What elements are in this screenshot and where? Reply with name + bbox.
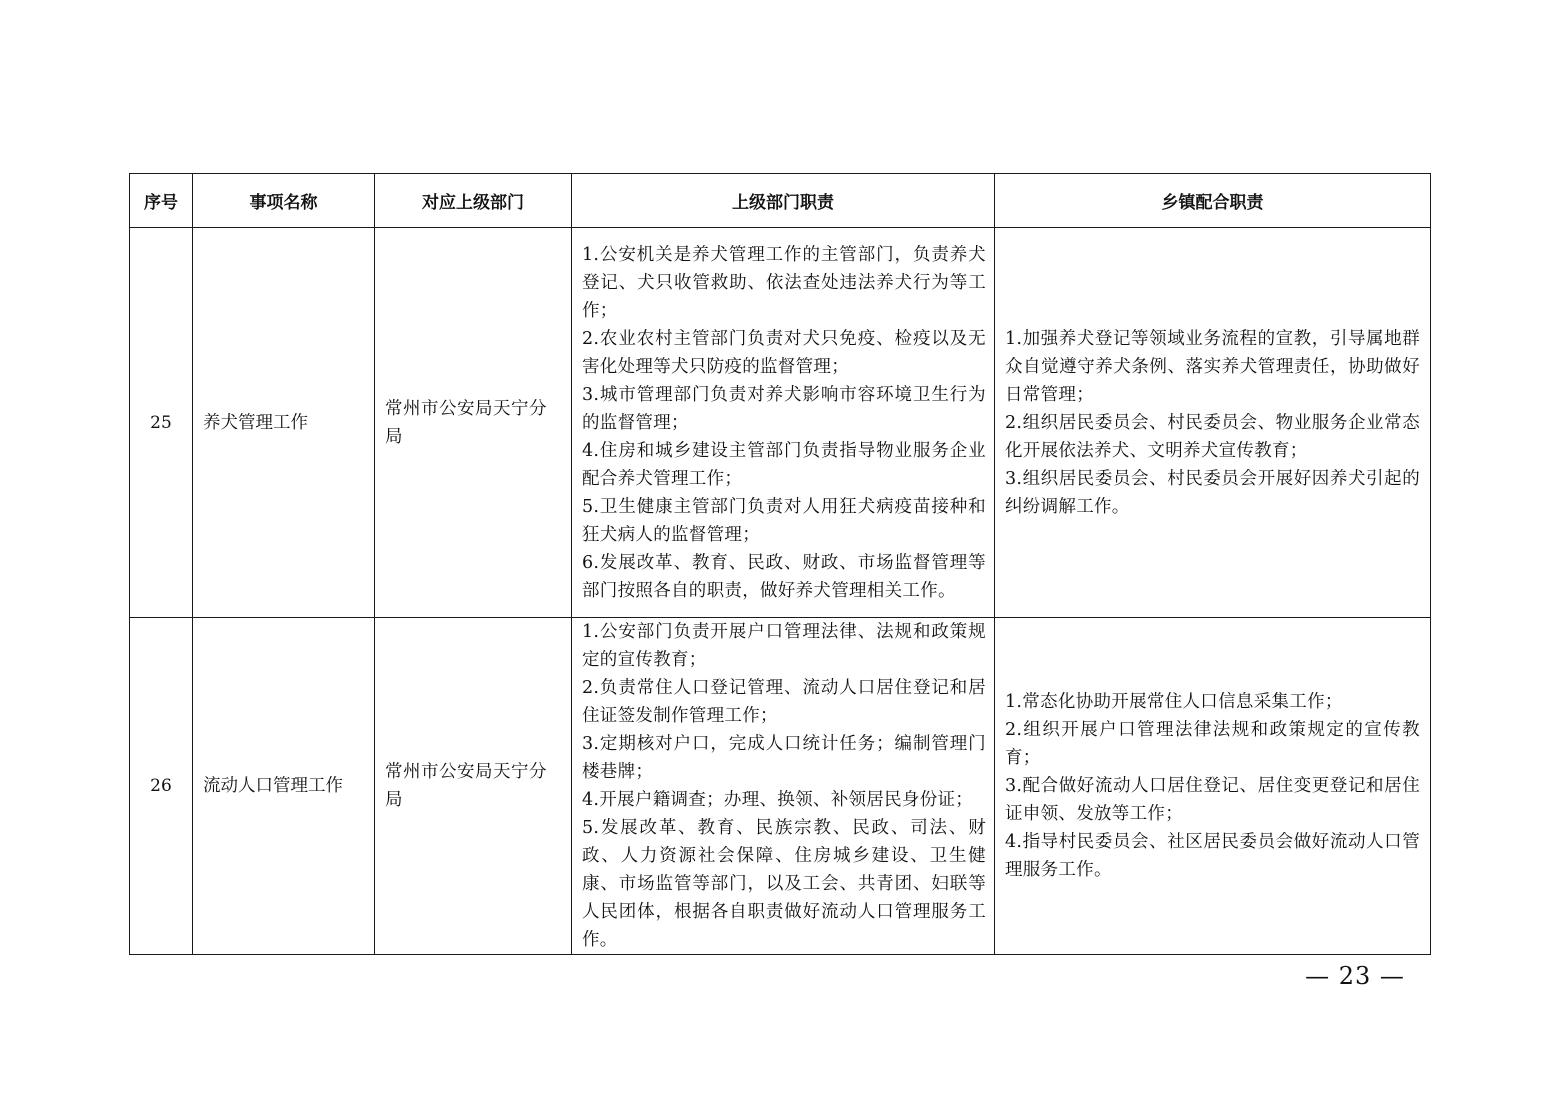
town-duty-item: 4.指导村民委员会、社区居民委员会做好流动人口管理服务工作。 — [1005, 832, 1420, 880]
row-index: 25 — [130, 228, 193, 618]
duty-item: 5.发展改革、教育、民族宗教、民政、司法、财政、人力资源社会保障、住房城乡建设、卫生健康、市场监管等部门，以及工会、共青团、妇联等人民团体，根据各自职责做好流动人口管理服务工作。 — [582, 818, 986, 950]
duty-item: 4.开展户籍调查；办理、换领、补领居民身份证； — [582, 790, 974, 810]
row-index: 26 — [130, 618, 193, 955]
row-town-duties — [995, 228, 1431, 618]
duty-item: 1.公安机关是养犬管理工作的主管部门，负责养犬登记、犬只收管救助、依法查处违法养犬行为等工作； — [582, 244, 986, 321]
duty-item: 5.卫生健康主管部门负责对人用狂犬病疫苗接种和狂犬病人的监督管理； — [582, 496, 986, 545]
duty-item: 3.定期核对户口，完成人口统计任务；编制管理门楼巷牌； — [582, 734, 986, 782]
row-upper-dept: 常州市公安局天宁分局 — [375, 228, 572, 618]
header-index: 序号 — [130, 174, 193, 228]
duty-item: 4.住房和城乡建设主管部门负责指导物业服务企业配合养犬管理工作； — [582, 440, 986, 489]
town-duty-item: 3.组织居民委员会、村民委员会开展好因养犬引起的纠纷调解工作。 — [1005, 468, 1420, 517]
header-upper-duties: 上级部门职责 — [572, 174, 995, 228]
header-upper-dept: 对应上级部门 — [375, 174, 572, 228]
duty-item: 2.农业农村主管部门负责对犬只免疫、检疫以及无害化处理等犬只防疫的监督管理； — [582, 328, 986, 377]
row-upper-duties — [572, 618, 995, 955]
table-row — [130, 618, 1431, 955]
row-upper-dept: 常州市公安局天宁分局 — [375, 618, 572, 955]
town-duty-item: 2.组织居民委员会、村民委员会、物业服务企业常态化开展依法养犬、文明养犬宣传教育； — [1005, 412, 1420, 461]
town-duty-item: 1.加强养犬登记等领域业务流程的宣教，引导属地群众自觉遵守养犬条例、落实养犬管理责任，协助做好日常管理； — [1005, 328, 1420, 405]
town-duty-item: 1.常态化协助开展常住人口信息采集工作； — [1005, 692, 1343, 712]
row-upper-duties — [572, 228, 995, 618]
table-row — [130, 228, 1431, 618]
town-duty-item: 2.组织开展户口管理法律法规和政策规定的宣传教育； — [1005, 720, 1420, 768]
page-number: — 23 — — [1305, 962, 1405, 990]
duties-table — [129, 173, 1431, 955]
row-item-name: 养犬管理工作 — [193, 228, 375, 618]
row-item-name: 流动人口管理工作 — [193, 618, 375, 955]
duty-item: 3.城市管理部门负责对养犬影响市容环境卫生行为的监督管理； — [582, 384, 986, 433]
table-header-row — [130, 174, 1431, 228]
header-item-name: 事项名称 — [193, 174, 375, 228]
header-town-duties: 乡镇配合职责 — [995, 174, 1431, 228]
town-duty-item: 3.配合做好流动人口居住登记、居住变更登记和居住证申领、发放等工作； — [1005, 776, 1420, 824]
duty-item: 6.发展改革、教育、民政、财政、市场监督管理等部门按照各自的职责，做好养犬管理相关工作。 — [582, 552, 986, 601]
duty-item: 1.公安部门负责开展户口管理法律、法规和政策规定的宣传教育； — [582, 622, 986, 670]
row-town-duties — [995, 618, 1431, 955]
duty-item: 2.负责常住人口登记管理、流动人口居住登记和居住证签发制作管理工作； — [582, 678, 986, 726]
